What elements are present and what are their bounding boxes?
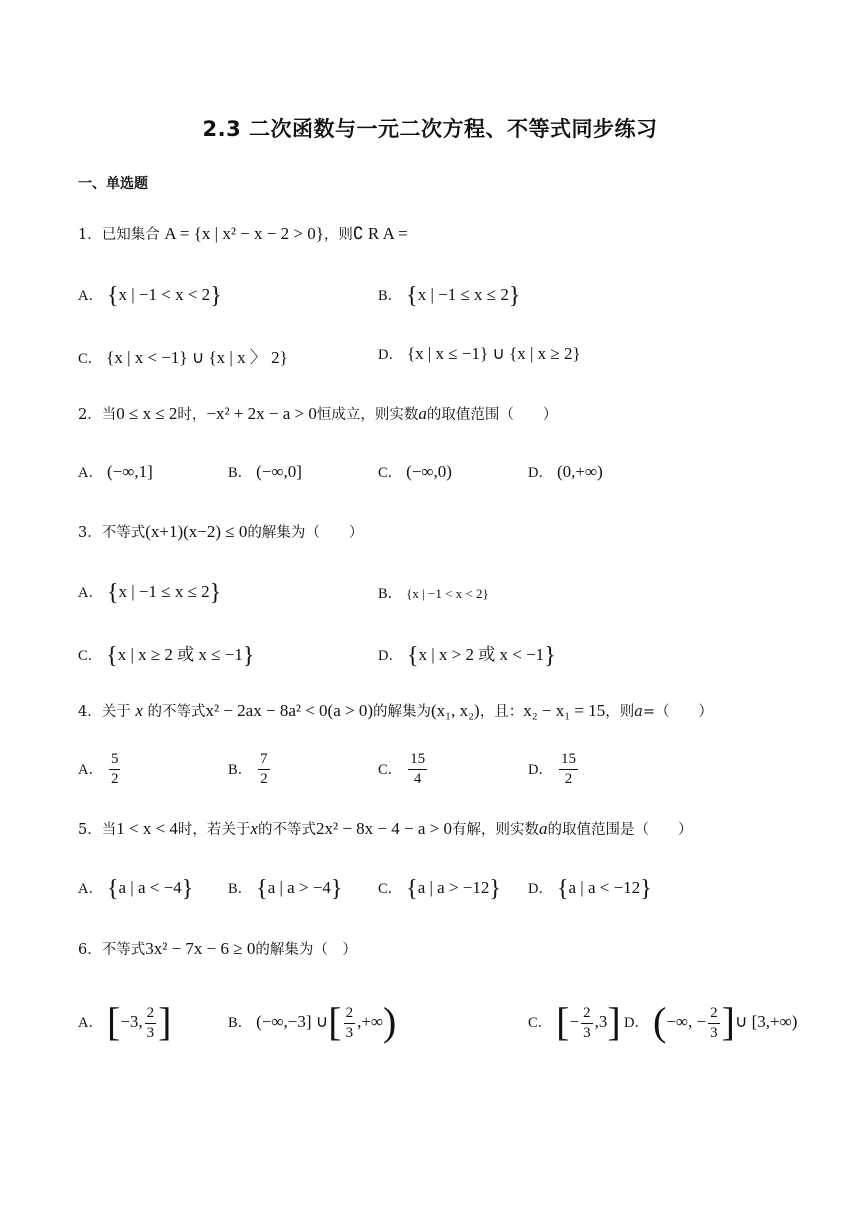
q3-option-c[interactable]: C． {x | x ≥ 2 或 x ≤ −1} xyxy=(78,643,255,669)
q2-option-c[interactable] xyxy=(378,461,452,482)
option-label: D． xyxy=(378,648,403,664)
q2-condition: 0 ≤ x ≤ 2 xyxy=(116,404,178,423)
option-value: (−∞,0] xyxy=(256,462,302,481)
option-value: a | a < −12 xyxy=(568,878,641,897)
q1-option-d[interactable] xyxy=(378,343,581,364)
q5-condition: 1 < x < 4 xyxy=(116,819,178,838)
option-value: (−∞,0) xyxy=(406,462,452,481)
q1-stem-pre: 已知集合 xyxy=(101,227,160,243)
option-label: A． xyxy=(78,465,103,481)
option-label: A． xyxy=(78,881,103,897)
q3-expression: (x+1)(x−2) ≤ 0 xyxy=(145,522,248,541)
q1-option-b[interactable]: B． {x | −1 ≤ x ≤ 2} xyxy=(378,283,521,309)
fraction: $\frac{7}{2}$ xyxy=(260,751,268,787)
q6-number: 6． xyxy=(78,942,102,958)
option-value: x | x ≥ 2 或 x ≤ −1 xyxy=(117,645,243,664)
q4-stem-post: ，则 xyxy=(605,704,635,720)
option-label: D． xyxy=(528,465,553,481)
fraction: $\frac{2}{3}$ xyxy=(146,1004,155,1041)
q3-number: 3． xyxy=(78,525,102,541)
q6-option-b[interactable]: B． (−∞,−3] ∪[ $\frac{2}{3}$ ,+∞) xyxy=(228,999,397,1044)
q2-stem-mid: 时， xyxy=(177,407,207,423)
q5-option-d[interactable]: D． {a | a < −12} xyxy=(528,876,652,902)
q5-number: 5． xyxy=(78,822,102,838)
q5-variable-2: a xyxy=(538,819,548,838)
q4-stem-mid3: ，且： xyxy=(479,704,524,720)
q6-stem-post: 的解集为（ ） xyxy=(255,942,357,958)
q3-stem-post: 的解集为（ ） xyxy=(247,525,364,541)
option-value: − xyxy=(569,1012,580,1031)
option-label: C． xyxy=(78,648,103,664)
fraction: $\frac{2}{3}$ xyxy=(710,1004,718,1041)
option-value-tail: ,+∞ xyxy=(357,1012,384,1031)
option-value-tail: ∪ [3,+∞) xyxy=(734,1012,798,1031)
question-4 xyxy=(78,700,713,721)
q3-option-d[interactable]: D． {x | x > 2 或 x < −1} xyxy=(378,643,556,669)
fraction: $\frac{2}{3}$ xyxy=(345,1004,354,1041)
q4-stem-mid: 的不等式 xyxy=(147,704,206,720)
q5-expression: 2x² − 8x − 4 − a > 0 xyxy=(315,819,452,838)
q5-option-b[interactable]: B． {a | a > −4} xyxy=(228,876,343,902)
q4-option-d[interactable] xyxy=(528,750,580,789)
option-label: B． xyxy=(378,586,403,602)
q5-option-a[interactable]: A． {a | a < −4} xyxy=(78,876,194,902)
option-value: x | −1 ≤ x ≤ 2 xyxy=(118,582,210,601)
q6-option-d[interactable]: D． (−∞, − $\frac{2}{3}$ ]∪ [3,+∞) xyxy=(624,999,798,1044)
q2-number: 2． xyxy=(78,407,102,423)
option-label: D． xyxy=(378,347,403,363)
option-label: C． xyxy=(78,351,103,367)
q4-option-a[interactable] xyxy=(78,750,122,789)
option-value: x | x > 2 或 x < −1 xyxy=(418,645,545,664)
q2-stem-post: 恒成立，则实数 xyxy=(316,407,419,423)
option-value: a | a < −4 xyxy=(118,878,182,897)
q3-option-b[interactable] xyxy=(378,582,489,603)
option-value: (−∞,1] xyxy=(106,462,153,481)
q2-variable: a xyxy=(418,404,427,423)
q1-option-a[interactable]: A． {x | −1 < x < 2} xyxy=(78,283,222,309)
option-label: C． xyxy=(378,761,403,778)
q2-option-a[interactable] xyxy=(78,461,153,482)
option-label: C． xyxy=(378,465,403,481)
q3-stem-pre: 不等式 xyxy=(101,525,146,541)
q4-variable: x xyxy=(135,701,143,720)
option-label: D． xyxy=(528,761,553,778)
q4-stem-tail: （ ） xyxy=(655,704,714,720)
q2-expression: −x² + 2x − a > 0 xyxy=(206,404,317,423)
q4-ask: a= xyxy=(634,704,656,720)
option-value: a | a > −4 xyxy=(267,878,331,897)
page-title: 2.3 二次函数与一元二次方程、不等式同步练习 xyxy=(202,117,658,141)
question-2 xyxy=(78,403,557,424)
option-label: A． xyxy=(78,288,103,304)
q2-option-d[interactable] xyxy=(528,461,603,482)
q5-option-c[interactable]: C． {a | a > −12} xyxy=(378,876,501,902)
q4-number: 4． xyxy=(78,704,102,720)
option-label: A． xyxy=(78,761,103,778)
q5-stem-pre: 当 xyxy=(101,822,117,838)
q5-stem-post: 有解，则实数 xyxy=(451,822,539,838)
option-label: B． xyxy=(228,881,253,897)
option-value-tail: ,3 xyxy=(594,1012,608,1031)
fraction: $\frac{5}{2}$ xyxy=(110,751,119,787)
section-heading: 一、单选题 xyxy=(78,176,148,192)
fraction: $\frac{15}{2}$ xyxy=(560,751,576,787)
option-label: D． xyxy=(528,881,553,897)
option-value: (−∞,−3] ∪ xyxy=(256,1012,329,1031)
q1-complement: ∁ R A = xyxy=(352,224,408,243)
option-value: {x | x < −1} ∪ {x | x 〉 2} xyxy=(106,348,288,367)
q4-stem-mid2: 的解集为 xyxy=(373,704,432,720)
q1-stem-post: ，则 xyxy=(323,227,353,243)
option-value: −∞, − xyxy=(666,1012,707,1031)
option-value: x | −1 ≤ x ≤ 2 xyxy=(417,285,509,304)
q5-variable: x xyxy=(250,819,258,838)
option-label: A． xyxy=(78,585,103,601)
option-label: B． xyxy=(228,761,253,778)
question-1 xyxy=(78,223,408,244)
q6-stem-pre: 不等式 xyxy=(101,942,146,958)
q4-expression: x² − 2ax − 8a² < 0(a > 0) xyxy=(205,701,374,720)
q4-option-c[interactable] xyxy=(378,750,429,789)
q3-option-a[interactable]: A． {x | −1 ≤ x ≤ 2} xyxy=(78,580,222,606)
q1-option-c[interactable] xyxy=(78,343,288,368)
q2-option-b[interactable] xyxy=(228,461,302,482)
option-label: B． xyxy=(378,288,403,304)
q5-stem-tail: 的取值范围是（ ） xyxy=(547,822,693,838)
option-label: B． xyxy=(228,1015,253,1031)
option-label: D． xyxy=(624,1015,649,1031)
fraction: $\frac{2}{3}$ xyxy=(583,1004,591,1041)
q6-option-c[interactable]: C． [− $\frac{2}{3}$ ,3] xyxy=(528,999,621,1044)
q4-stem-pre: 关于 xyxy=(101,704,131,720)
option-value: {x | −1 < x < 2} xyxy=(406,586,489,601)
q4-option-b[interactable] xyxy=(228,750,272,789)
q1-number: 1． xyxy=(78,227,102,243)
q5-stem-mid2: 的不等式 xyxy=(257,822,316,838)
q4-solution-set: (x₁, x₂) xyxy=(431,701,480,720)
q4-condition: x₂ − x₁ = 15 xyxy=(523,701,606,720)
fraction: $\frac{15}{4}$ xyxy=(410,751,426,787)
option-value: (0,+∞) xyxy=(556,462,603,481)
q2-stem-tail: 的取值范围（ ） xyxy=(426,407,558,423)
option-value: {x | x ≤ −1} ∪ {x | x ≥ 2} xyxy=(406,344,581,363)
question-5 xyxy=(78,818,692,839)
question-6 xyxy=(78,938,357,959)
q5-stem-mid: 时，若关于 xyxy=(177,822,251,838)
question-3 xyxy=(78,521,363,542)
q2-stem-pre: 当 xyxy=(101,407,117,423)
q6-expression: 3x² − 7x − 6 ≥ 0 xyxy=(145,939,256,958)
option-value: x | −1 < x < 2 xyxy=(118,285,211,304)
option-value: a | a > −12 xyxy=(417,878,490,897)
option-label: C． xyxy=(378,881,403,897)
q6-option-a[interactable]: A． [−3, $\frac{2}{3}$ ] xyxy=(78,999,172,1044)
q1-set-a: A = {x | x² − x − 2 > 0} xyxy=(164,224,324,243)
option-value: −3, xyxy=(120,1012,143,1031)
option-label: C． xyxy=(528,1015,553,1031)
option-label: A． xyxy=(78,1015,103,1031)
option-label: B． xyxy=(228,465,253,481)
